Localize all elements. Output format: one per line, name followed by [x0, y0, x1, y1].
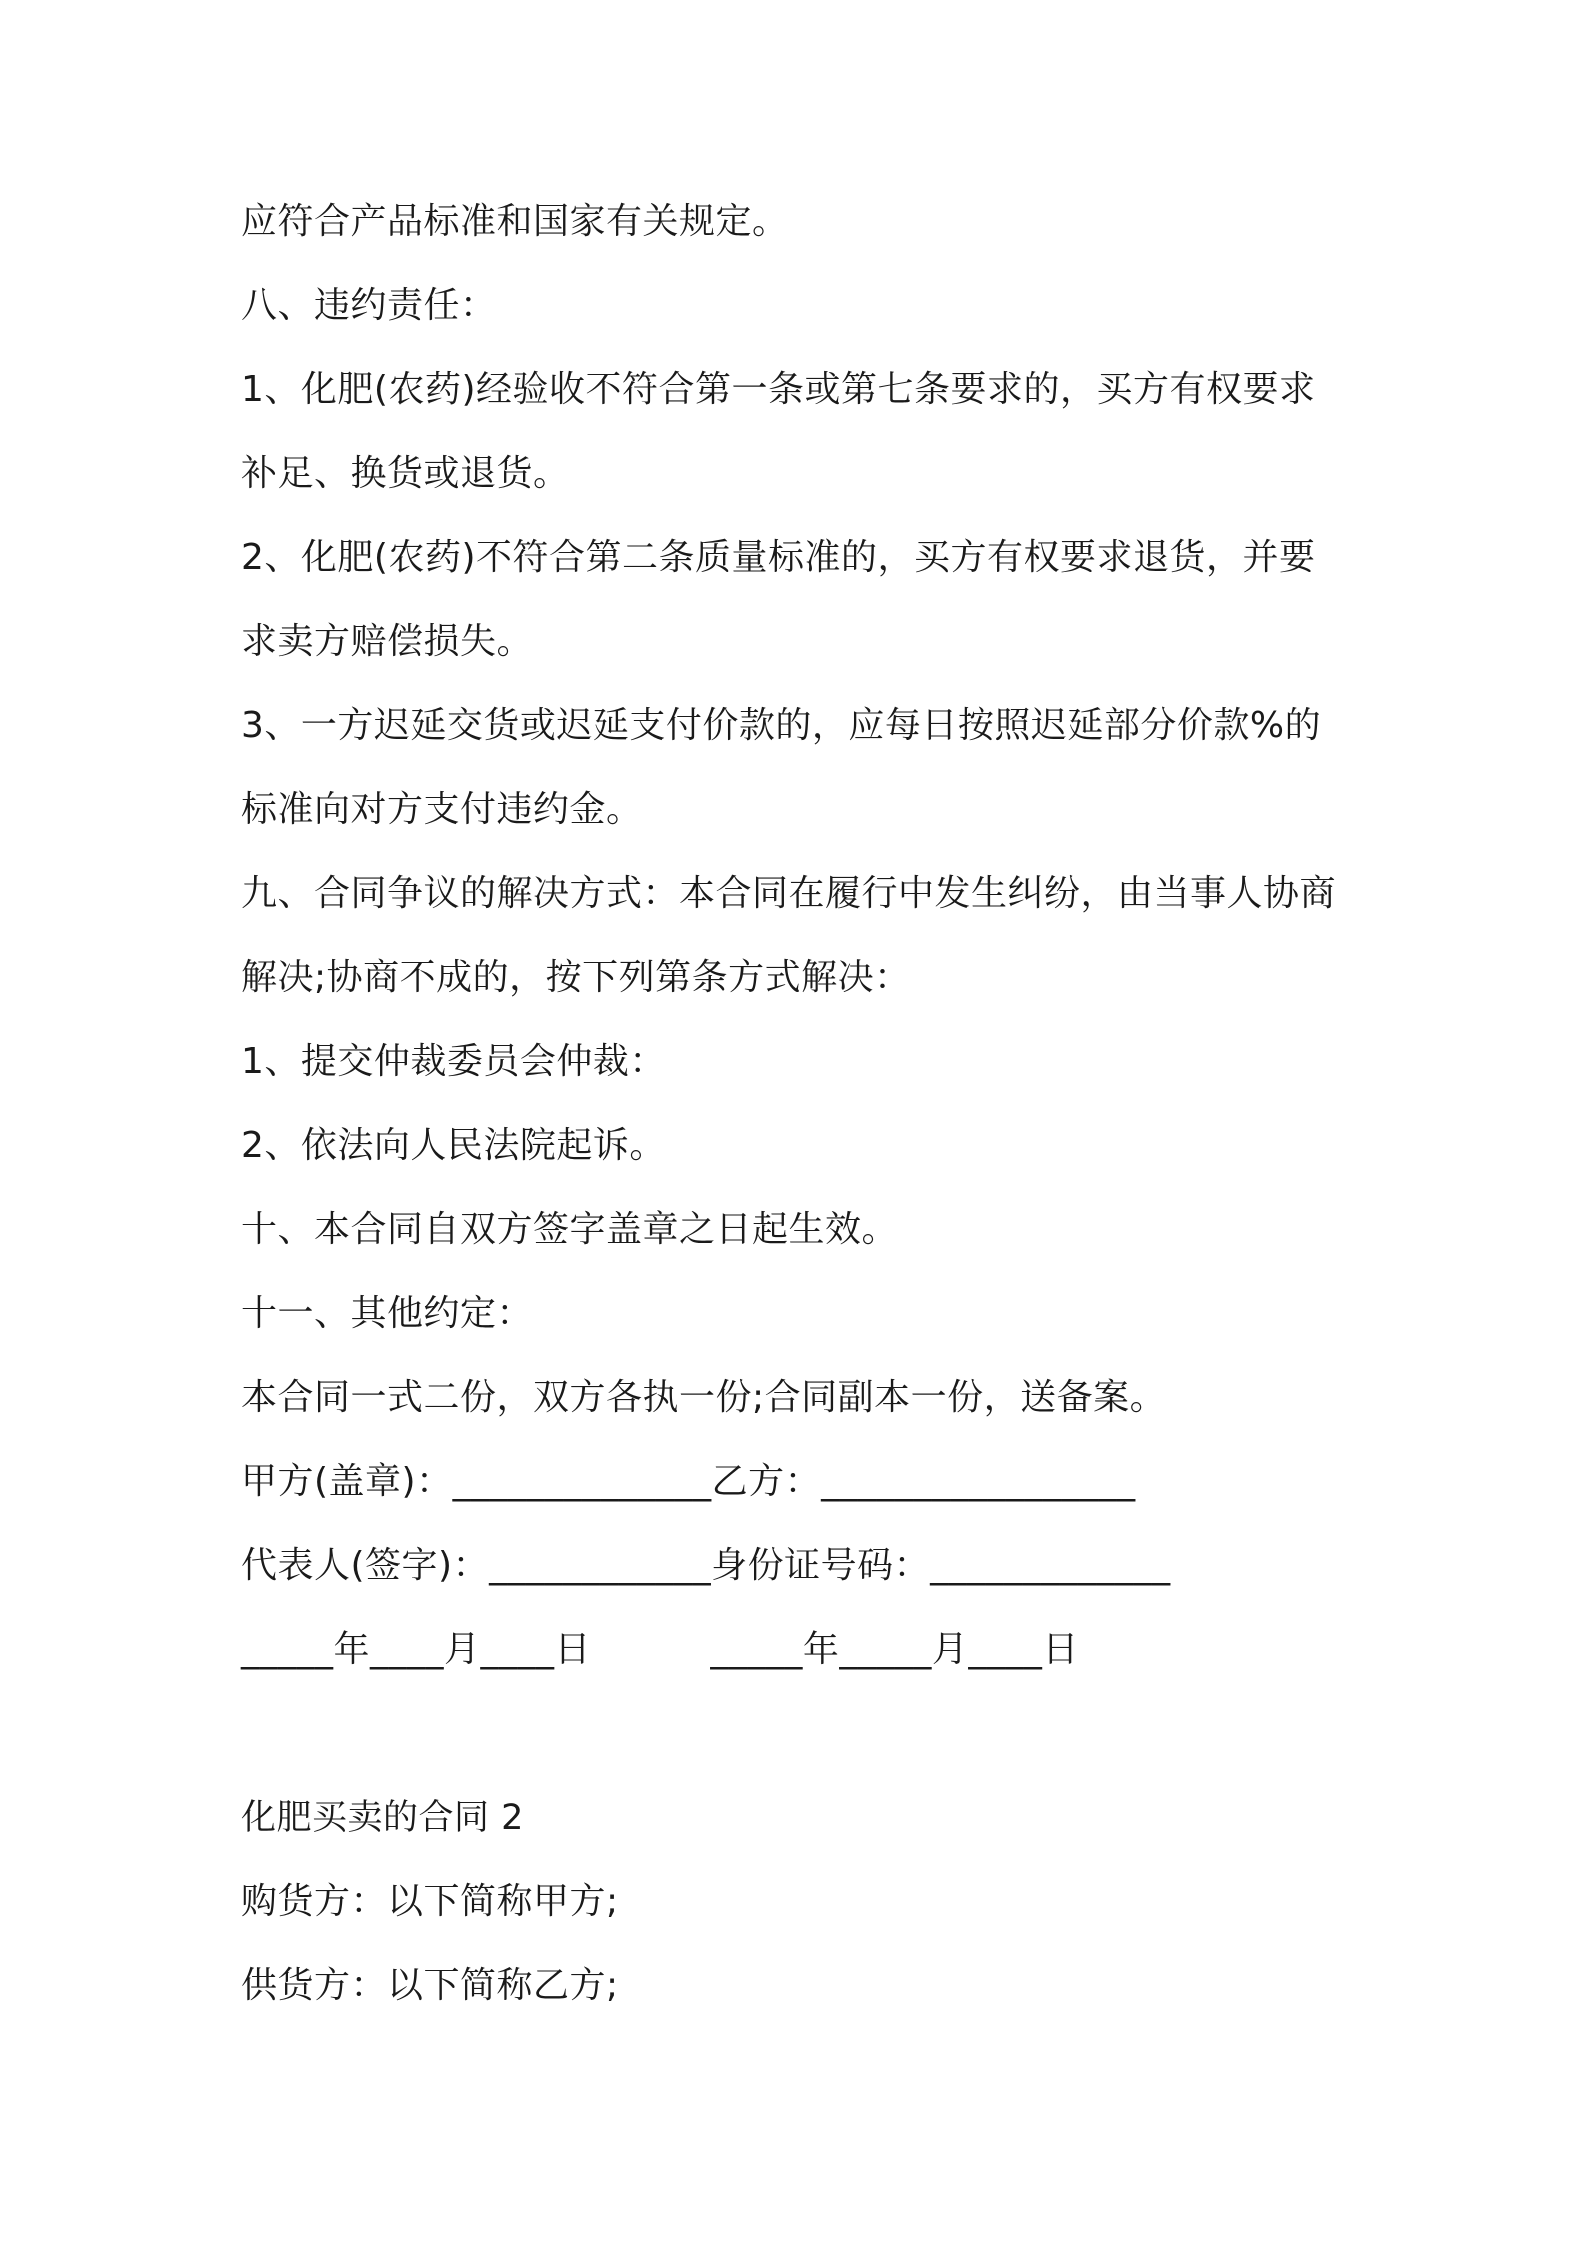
text-line-4: 补足、换货或退货。	[241, 453, 570, 494]
text-line-3: 1、化肥(农药)经验收不符合第一条或第七条要求的，买方有权要求	[241, 369, 1316, 410]
text-line-15: 本合同一式二份，双方各执一份;合同副本一份，送备案。	[241, 1377, 1167, 1418]
contract-2-title: 化肥买卖的合同 2	[241, 1798, 524, 1838]
signature-line-representative: 代表人(签字)：____________身份证号码：_____________	[241, 1545, 1171, 1586]
buyer-line: 购货方：以下简称甲方;	[241, 1881, 619, 1922]
text-line-7: 3、一方迟延交货或迟延支付价款的，应每日按照迟延部分价款%的	[241, 705, 1322, 746]
text-line-6: 求卖方赔偿损失。	[241, 621, 534, 662]
text-line-5: 2、化肥(农药)不符合第二条质量标准的，买方有权要求退货，并要	[241, 537, 1316, 578]
signature-line-party-a: 甲方(盖章)：______________乙方：_________________	[241, 1461, 1136, 1502]
text-line-12: 2、依法向人民法院起诉。	[241, 1125, 666, 1166]
text-line-1: 应符合产品标准和国家有关规定。	[241, 201, 789, 242]
section-heading-11: 十一、其他约定：	[241, 1293, 534, 1334]
supplier-line: 供货方：以下简称乙方;	[241, 1965, 619, 2006]
text-line-11: 1、提交仲裁委员会仲裁：	[241, 1041, 666, 1082]
date-line: _____年____月____日 _____年_____月____日	[241, 1629, 1079, 1670]
text-line-10: 解决;协商不成的，按下列第条方式解决：	[241, 957, 911, 998]
section-heading-8: 八、违约责任：	[241, 285, 497, 326]
section-heading-9: 九、合同争议的解决方式：本合同在履行中发生纠纷，由当事人协商	[241, 873, 1337, 914]
text-line-8: 标准向对方支付违约金。	[241, 789, 643, 830]
section-heading-10: 十、本合同自双方签字盖章之日起生效。	[241, 1209, 899, 1250]
